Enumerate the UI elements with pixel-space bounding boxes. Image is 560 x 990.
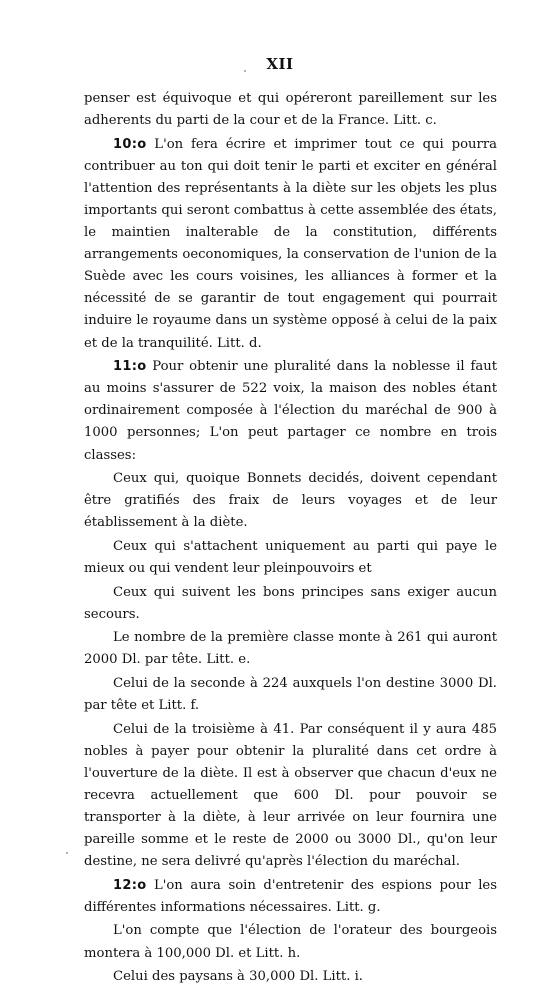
paragraph-text: Ceux qui s'attachent uniquement au parti qui paye le mieux ou qui vendent leur pleinpouvoirs et: [84, 538, 497, 576]
paragraph: [84, 875, 497, 919]
paragraph: [84, 356, 497, 466]
paragraph: [84, 966, 497, 988]
paragraph: [84, 134, 497, 355]
print-speck: [66, 852, 68, 854]
paragraph: [84, 719, 497, 874]
paragraph-text: Le nombre de la première classe monte à 261 qui auront 2000 Dl. par tête. Litt. e.: [84, 630, 497, 668]
paragraph-text: L'on fera écrire et imprimer tout ce qui pourra contribuer au ton qui doit tenir le parti et exciter en général l'attention des représentants à la diète sur les objets les plus importants qui seront combattus à cette assemblée des états, le maintien inalterable de la constitution, différents arrangements oeconomiques, la conservation de l'union de la Suède avec les cours voisines, les alliances à former et la nécessité de se garantir de tout engagement qui pourrait induire le royaume dans un système opposé à celui de la paix et de la tranquilité. Litt. d.: [84, 136, 497, 351]
paragraph-text: Celui des paysans à 30,000 Dl. Litt. i.: [113, 969, 363, 985]
print-speck: [244, 70, 246, 72]
paragraph-text: Pour obtenir une pluralité dans la noblesse il faut au moins s'assurer de 522 voix, la maison des nobles étant ordinairement composée à l'élection du maréchal de 900 à 1000 personnes; L'on peut partager ce nombre en trois classes:: [84, 359, 497, 463]
section-number: 10:o: [113, 136, 147, 152]
body-text: [84, 88, 497, 990]
paragraph-text: Celui de la troisième à 41. Par conséquent il y aura 485 nobles à payer pour obtenir la pluralité dans cet ordre à l'ouverture de la diète. Il est à observer que chacun d'eux ne recevra actuellement que 600 Dl. pour pouvoir se transporter à la diète, à leur arrivée on leur fournira une pareille somme et le reste de 2000 ou 3000 Dl., qu'on leur destine, ne sera delivré qu'après l'élection du maréchal.: [84, 721, 497, 870]
paragraph-text: Ceux qui, quoique Bonnets decidés, doivent cependant être gratifiés des fraix de leurs voyages et de leur établissement à la diète.: [84, 471, 497, 531]
page-number-header: XII: [266, 55, 294, 73]
paragraph-text: Ceux qui suivent les bons principes sans exiger aucun secours.: [84, 584, 497, 622]
paragraph: [84, 536, 497, 580]
paragraph: [84, 88, 497, 132]
paragraph: [84, 582, 497, 626]
paragraph-text: penser est équivoque et qui opéreront pareillement sur les adherents du parti de la cour et de la France. Litt. c.: [84, 91, 497, 129]
paragraph-text: L'on compte que l'élection de l'orateur des bourgeois montera à 100,000 Dl. et Litt. h.: [84, 923, 497, 961]
paragraph-text: Celui de la seconde à 224 auxquels l'on destine 3000 Dl. par tête et Litt. f.: [84, 675, 497, 714]
section-number: 12:o: [113, 877, 147, 893]
section-number: 11:o: [113, 359, 147, 375]
paragraph: [84, 673, 497, 717]
paragraph-text: L'on aura soin d'entretenir des espions pour les différentes informations nécessaires. Litt. g.: [84, 877, 497, 915]
paragraph: [84, 920, 497, 964]
paragraph: [84, 468, 497, 534]
paragraph: [84, 627, 497, 671]
